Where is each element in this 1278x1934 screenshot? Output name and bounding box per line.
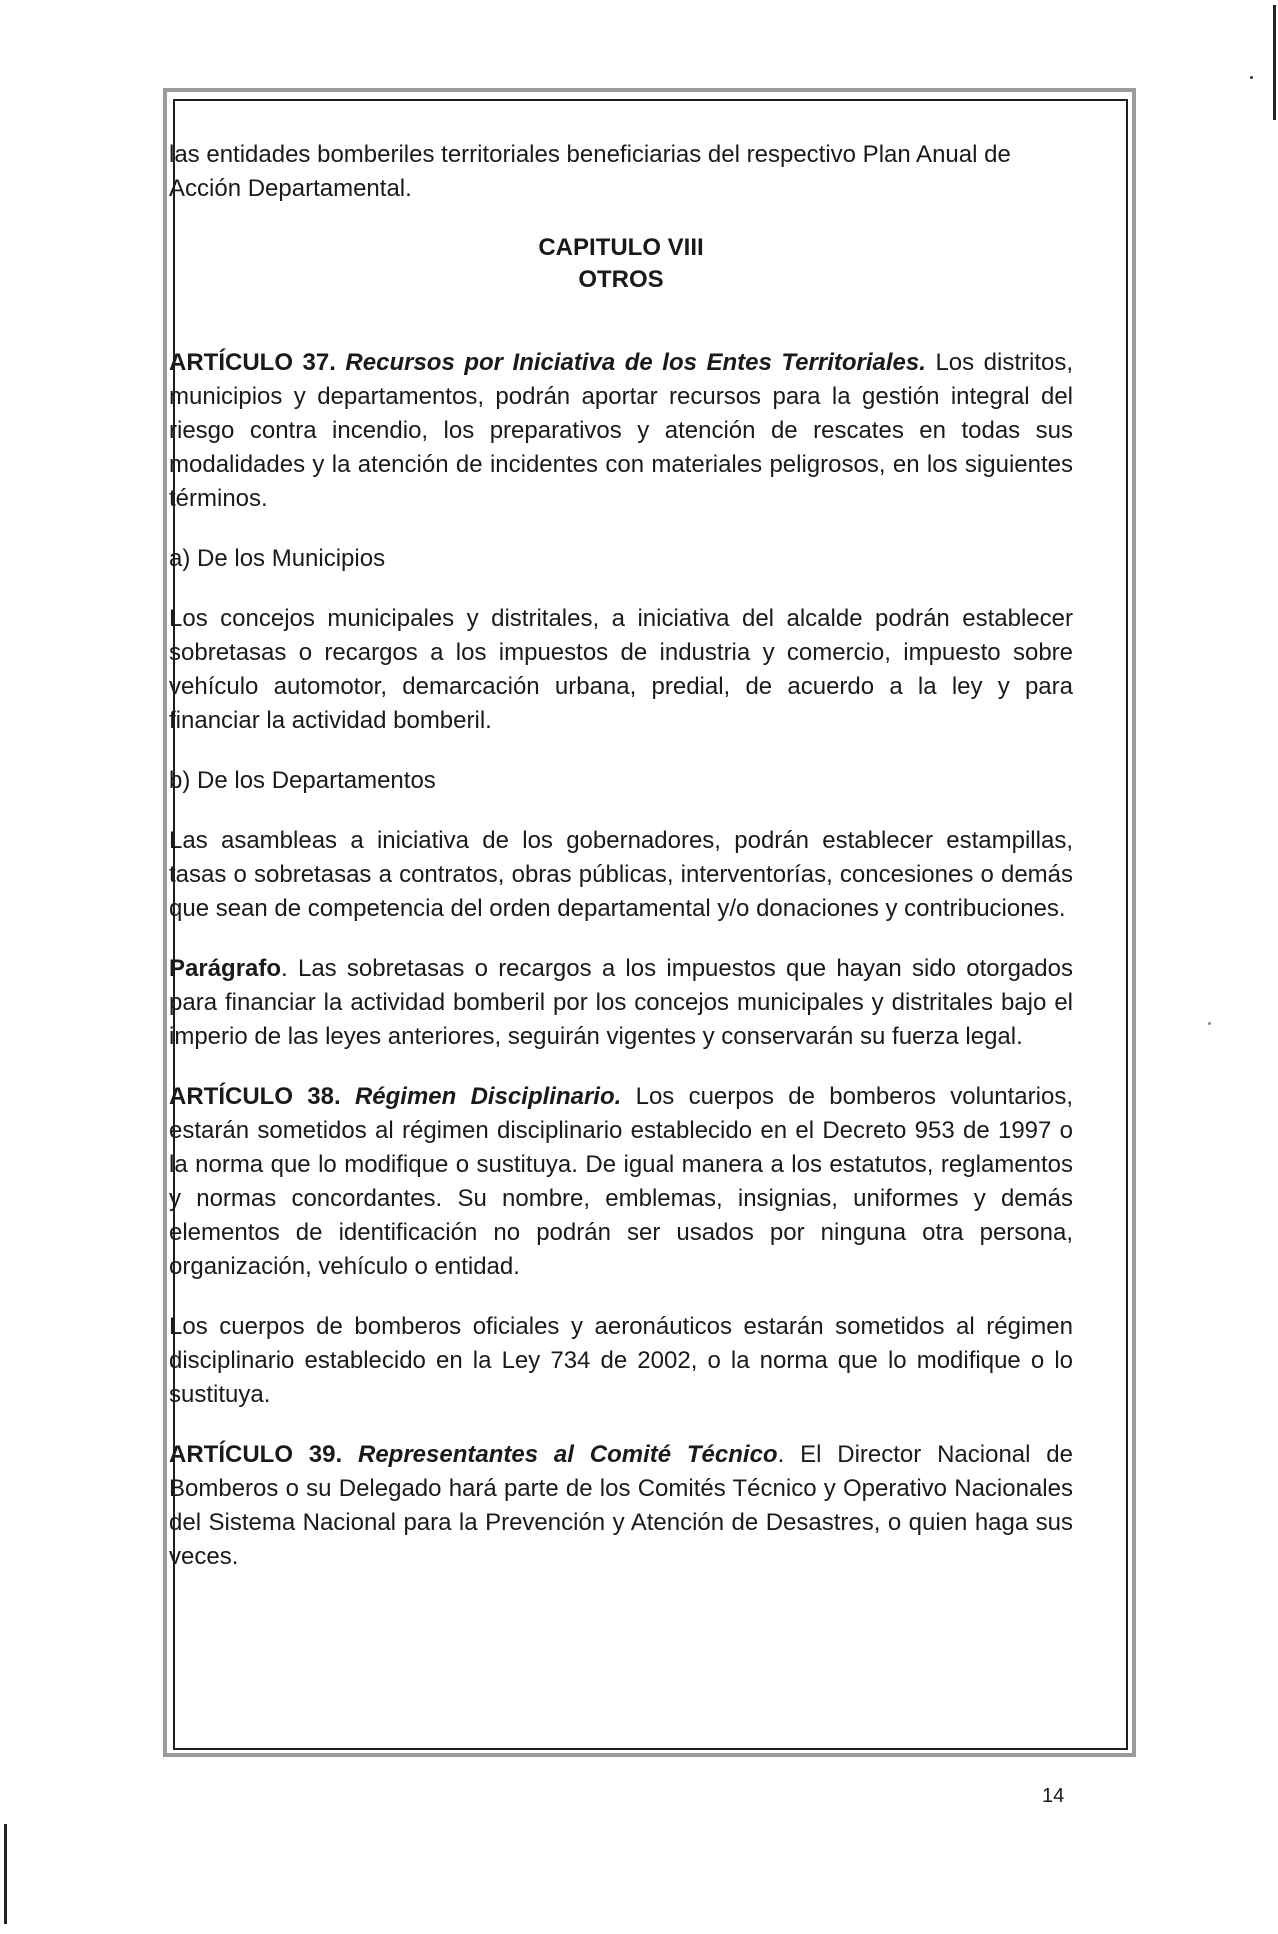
- article-38-label: ARTÍCULO 38.: [169, 1083, 341, 1110]
- article-39: [169, 1438, 1073, 1574]
- scan-speck: [1208, 1022, 1211, 1025]
- scan-edge-mark: [4, 1824, 7, 1924]
- scan-speck: [1250, 76, 1253, 79]
- article-38-title: Régimen Disciplinario.: [354, 1083, 622, 1110]
- article-38: [169, 1080, 1073, 1284]
- paragrafo-label: Parágrafo: [169, 955, 282, 982]
- section-a-body: Los concejos municipales y distritales, a iniciativa del alcalde podrán establecer sobretasas o recargos a los impuestos de industria y comercio, impuesto sobre vehículo automotor, demarcación urbana, predial, de acuerdo a la ley y para financiar la actividad bomberil.: [169, 605, 1073, 734]
- article-39-body: . El Director Nacional de Bomberos o su Delegado hará parte de los Comités Técnico y Operativo Nacionales del Sistema Nacional para la Prevención y Atención de Desastres, o quien haga sus veces.: [169, 1441, 1073, 1570]
- page-number: 14: [1042, 1785, 1065, 1807]
- document-body: [169, 138, 1073, 1574]
- article-37-body: Los distritos, municipios y departamentos, podrán aportar recursos para la gestión integral del riesgo contra incendio, los preparativos y atención de rescates en todas sus modalidades y la atención de incidentes con materiales peligrosos, en los siguientes términos.: [169, 349, 1074, 512]
- article-37-label: ARTÍCULO 37.: [169, 349, 336, 376]
- article-38-body-2: Los cuerpos de bomberos oficiales y aeronáuticos estarán sometidos al régimen disciplinario establecido en la Ley 734 de 2002, o la norma que lo modifique o lo sustituya.: [169, 1313, 1073, 1408]
- article-38-body: Los cuerpos de bomberos voluntarios, estarán sometidos al régimen disciplinario establecido en el Decreto 953 de 1997 o la norma que lo modifique o sustituya. De igual manera a los estatutos, reglamentos y normas concordantes. Su nombre, emblemas, insignias, uniformes y demás elementos de identificación no podrán ser usados por ninguna otra persona, organización, vehículo o entidad.: [169, 1083, 1073, 1280]
- intro-paragraph: las entidades bomberiles territoriales beneficiarias del respectivo Plan Anual de Acción Departamental.: [169, 141, 1011, 202]
- scan-edge-mark: [1273, 5, 1276, 120]
- article-37-title: Recursos por Iniciativa de los Entes Territoriales.: [345, 349, 926, 376]
- paragrafo-body: . Las sobretasas o recargos a los impuestos que hayan sido otorgados para financiar la actividad bomberil por los concejos municipales y distritales bajo el imperio de las leyes anteriores, seguirán vigentes y conservarán su fuerza legal.: [169, 955, 1073, 1050]
- paragrafo: [169, 952, 1073, 1054]
- chapter-number: CAPITULO VIII: [538, 234, 704, 261]
- article-37: [169, 346, 1073, 516]
- section-a-heading: a) De los Municipios: [169, 545, 386, 572]
- section-b-heading: b) De los Departamentos: [169, 767, 436, 794]
- section-b-body: Las asambleas a iniciativa de los gobernadores, podrán establecer estampillas, tasas o sobretasas a contratos, obras públicas, interventorías, concesiones o demás que sean de competencia del orden departamental y/o donaciones y contribuciones.: [169, 827, 1073, 922]
- article-39-title: Representantes al Comité Técnico: [358, 1441, 778, 1468]
- article-39-label: ARTÍCULO 39.: [169, 1441, 343, 1468]
- chapter-title: OTROS: [578, 266, 664, 293]
